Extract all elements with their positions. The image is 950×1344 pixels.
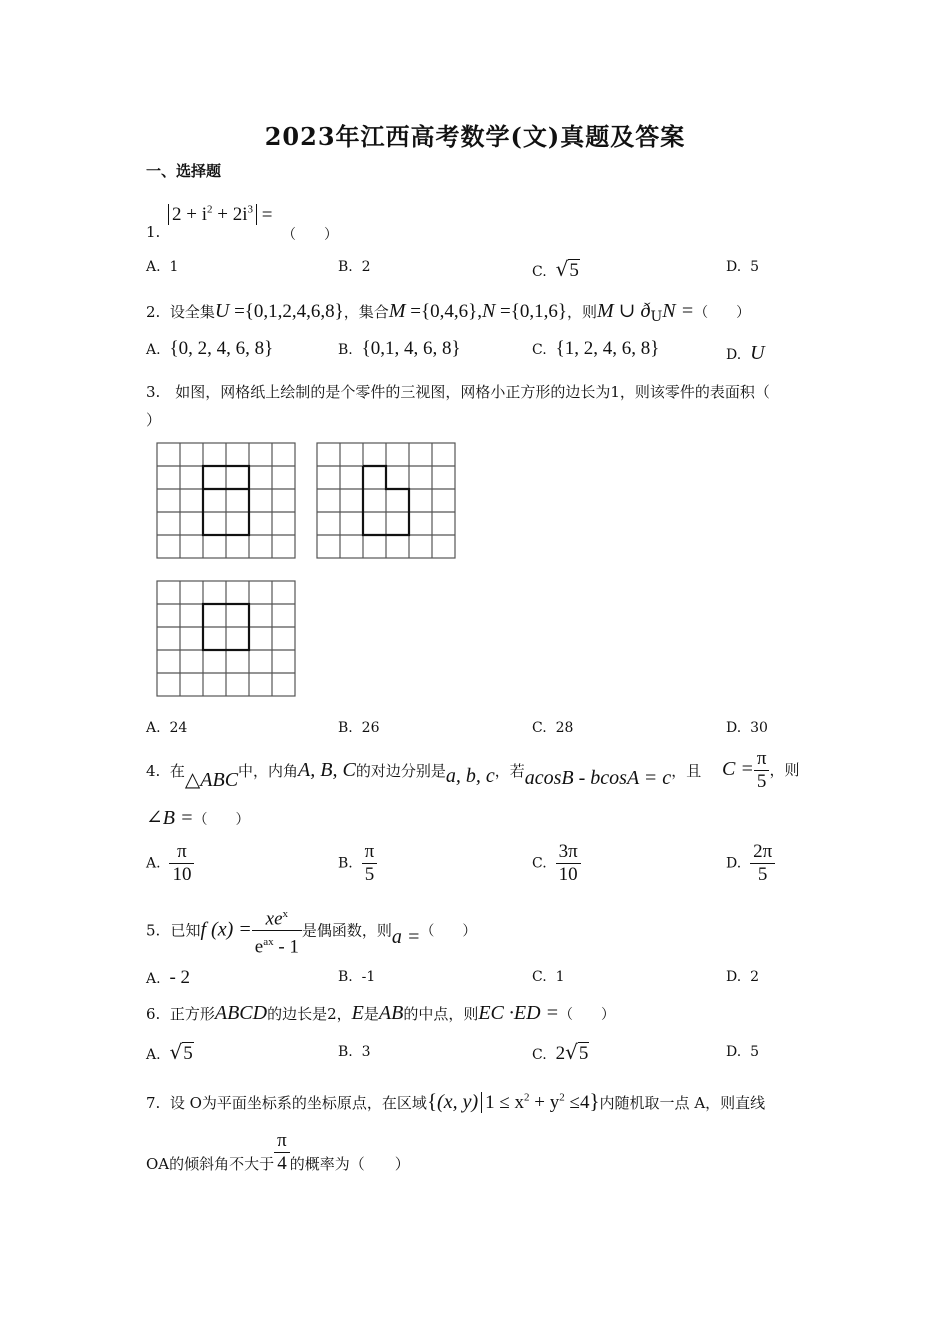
top-view-grid [156, 580, 296, 698]
q2-option-d: D. U [726, 342, 765, 364]
question-5: 5. 已知f (x) = $\frac{xe^x}{e^{ax} - 1}$ 是偶函数，则a =（ ） [146, 903, 476, 959]
question-4-c-value: C = $\frac{\pi}{5}$ ，则 [722, 748, 800, 792]
question-4-line-1: 4. 在△ABC中，内角A, B, C的对边分别是a, b, c，若acosB - bcosA = c，且 [146, 759, 702, 791]
question-2: 2. 设全集U ={0,1,2,4,6,8}，集合M ={0,4,6},N ={0,1,6}，则M ∪ $ð_UN$ =（ ） [146, 300, 751, 325]
q6-option-d: D. 5 [726, 1044, 760, 1060]
q3-option-c: C. 28 [532, 720, 574, 736]
q2-option-c: C. {1, 2, 4, 6, 8} [532, 338, 660, 359]
q2-option-a: A. {0, 2, 4, 6, 8} [146, 338, 274, 359]
q4-option-a: A. $\frac{\pi}{10}$ [146, 841, 194, 886]
q5-option-d: D. 2 [726, 969, 760, 985]
question-3-line-1: 3. 如图，网格纸上绘制的是个零件的三视图，网格小正方形的边长为1，则该零件的表面积（ [146, 383, 770, 401]
q3-option-b: B. 26 [338, 720, 380, 736]
q6-option-c: C. 2√5 [532, 1040, 589, 1064]
q4-option-b: B. $\frac{\pi}{5}$ [338, 841, 377, 886]
q5-option-a: A. - 2 [146, 967, 191, 988]
q1-option-c: C. √5 [532, 257, 579, 281]
question-1-number: 1. [146, 223, 161, 241]
question-4-line-2: ∠B =（ ） [146, 807, 250, 829]
q3-option-d: D. 30 [726, 720, 768, 736]
page-title: 2023年江西高考数学(文)真题及答案 [264, 122, 686, 151]
q5-option-b: B. -1 [338, 969, 376, 985]
question-6: 6. 正方形ABCD的边长是2，E是AB的中点，则EC ·ED =（ ） [146, 1002, 616, 1024]
q5-option-c: C. 1 [532, 969, 565, 985]
side-view-grid [316, 442, 456, 560]
question-1-expression: $2 + i^2 + 2i^3$ = [168, 204, 272, 226]
q2-option-b: B. {0,1, 4, 6, 8} [338, 338, 461, 359]
q1-option-b: B. 2 [338, 259, 371, 275]
q3-option-a: A. 24 [146, 720, 188, 736]
question-3-line-2: ） [146, 411, 162, 429]
q6-option-a: A. √5 [146, 1040, 193, 1064]
section-heading: 一、选择题 [146, 162, 222, 180]
q6-option-b: B. 3 [338, 1044, 371, 1060]
q1-option-d: D. 5 [726, 259, 760, 275]
q1-option-a: A. 1 [146, 259, 179, 275]
question-7-line-2: OA的倾斜角不大于 $\frac{\pi}{4}$ 的概率为（ ） [146, 1130, 410, 1174]
q4-option-d: D. $\frac{2\pi}{5}$ [726, 841, 775, 886]
front-view-grid [156, 442, 296, 560]
q4-option-c: C. $\frac{3\pi}{10}$ [532, 841, 581, 886]
question-7-line-1: 7. 设 O为平面坐标系的坐标原点，在区域{(x, y) $1 \le x^2 + y^2 \le 4$}内随机取一点 A，则直线 [146, 1089, 766, 1113]
question-1-paren: （ ） [282, 227, 338, 243]
